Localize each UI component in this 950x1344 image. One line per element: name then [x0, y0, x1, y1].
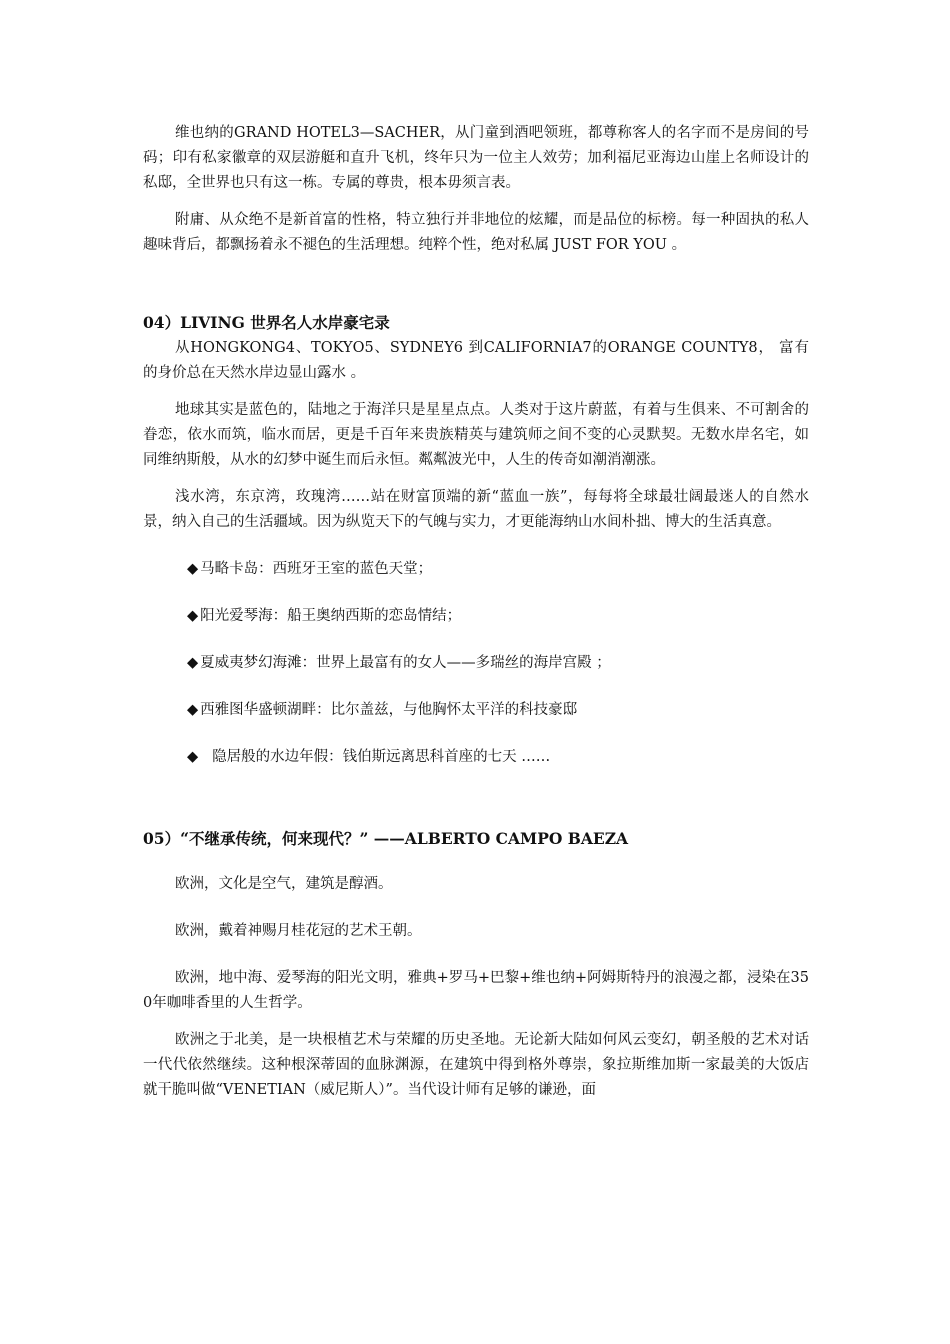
diamond-bullet-icon: ◆: [187, 749, 199, 765]
bullet-item-hawaii: [143, 651, 809, 676]
bullet-text: 阳光爱琴海：船王奥纳西斯的恋岛情结；: [200, 608, 462, 624]
bullet-text: 西雅图华盛顿湖畔：比尔盖兹，与他胸怀太平洋的科技豪邸: [200, 702, 578, 718]
bullet-item-seattle: [143, 698, 809, 723]
section-04-paragraph-2: 地球其实是蓝色的，陆地之于海洋只是星星点点。人类对于这片蔚蓝，有着与生俱来、不可割舍的眷恋，依水而筑，临水而居，更是千百年来贵族精英与建筑师之间不变的心灵默契。无数水岸名宅，如同维纳斯般，从水的幻梦中诞生而后永恒。粼粼波光中，人生的传奇如潮消潮涨。: [143, 402, 809, 468]
bullet-text: 夏威夷梦幻海滩：世界上最富有的女人——多瑞丝的海岸宫殿 ；: [200, 655, 611, 671]
section-04-paragraph-3: 浅水湾，东京湾，玫瑰湾……站在财富顶端的新“蓝血一族”，每每将全球最壮阔最迷人的自然水景，纳入自己的生活疆域。因为纵览天下的气魄与实力，才更能海纳山水间朴拙、博大的生活真意。: [143, 489, 809, 530]
section-04-bullet-list: [143, 557, 809, 770]
section-05-paragraph-2: 欧洲，戴着神赐月桂花冠的艺术王朝。: [175, 923, 422, 939]
section-04-heading: 04）LIVING 世界名人水岸豪宅录: [143, 313, 390, 332]
section-05-paragraph-4: 欧洲之于北美，是一块根植艺术与荣耀的历史圣地。无论新大陆如何风云变幻，朝圣般的艺术对话一代代依然继续。这种根深蒂固的血脉渊源，在建筑中得到格外尊崇，象拉斯维加斯一家最美的大饭店就干脆叫做“VENETIAN（威尼斯人）”。当代设计师有足够的谦逊，面: [143, 1032, 809, 1098]
section-05-heading: 05）“不继承传统，何来现代？” ——ALBERTO CAMPO BAEZA: [143, 829, 629, 848]
section-05-paragraph-1: 欧洲，文化是空气，建筑是醇酒。: [175, 876, 393, 892]
bullet-item-chambers: [143, 745, 809, 770]
intro-paragraph-2: 附庸、从众绝不是新首富的性格，特立独行并非地位的炫耀，而是品位的标榜。每一种固执的私人趣味背后，都飘扬着永不褪色的生活理想。纯粹个性，绝对私属 JUST FOR YOU 。: [143, 212, 809, 253]
section-04-paragraph-1: 从HONGKONG4、TOKYO5、SYDNEY6 到CALIFORNIA7的ORANGE COUNTY8， 富有的身价总在天然水岸边显山露水 。: [143, 340, 809, 381]
diamond-bullet-icon: ◆: [187, 655, 199, 671]
diamond-bullet-icon: ◆: [187, 561, 199, 577]
bullet-item-mallorca: [143, 557, 809, 582]
intro-paragraph-1: 维也纳的GRAND HOTEL3—SACHER，从门童到酒吧领班，都尊称客人的名字而不是房间的号码；印有私家徽章的双层游艇和直升飞机，终年只为一位主人效劳；加利福尼亚海边山崖上名师设计的私邸，全世界也只有这一栋。专属的尊贵，根本毋须言表。: [143, 125, 809, 191]
diamond-bullet-icon: ◆: [187, 702, 199, 718]
bullet-item-aegean: [143, 604, 809, 629]
bullet-text: 马略卡岛：西班牙王室的蓝色天堂；: [200, 561, 433, 577]
diamond-bullet-icon: ◆: [187, 608, 199, 624]
section-05-paragraph-3: 欧洲，地中海、爱琴海的阳光文明，雅典+罗马+巴黎+维也纳+阿姆斯特丹的浪漫之都，浸染在350年咖啡香里的人生哲学。: [143, 970, 809, 1011]
document-body: [143, 121, 809, 1103]
bullet-text: 隐居般的水边年假：钱伯斯远离思科首座的七天 ……: [212, 749, 551, 765]
